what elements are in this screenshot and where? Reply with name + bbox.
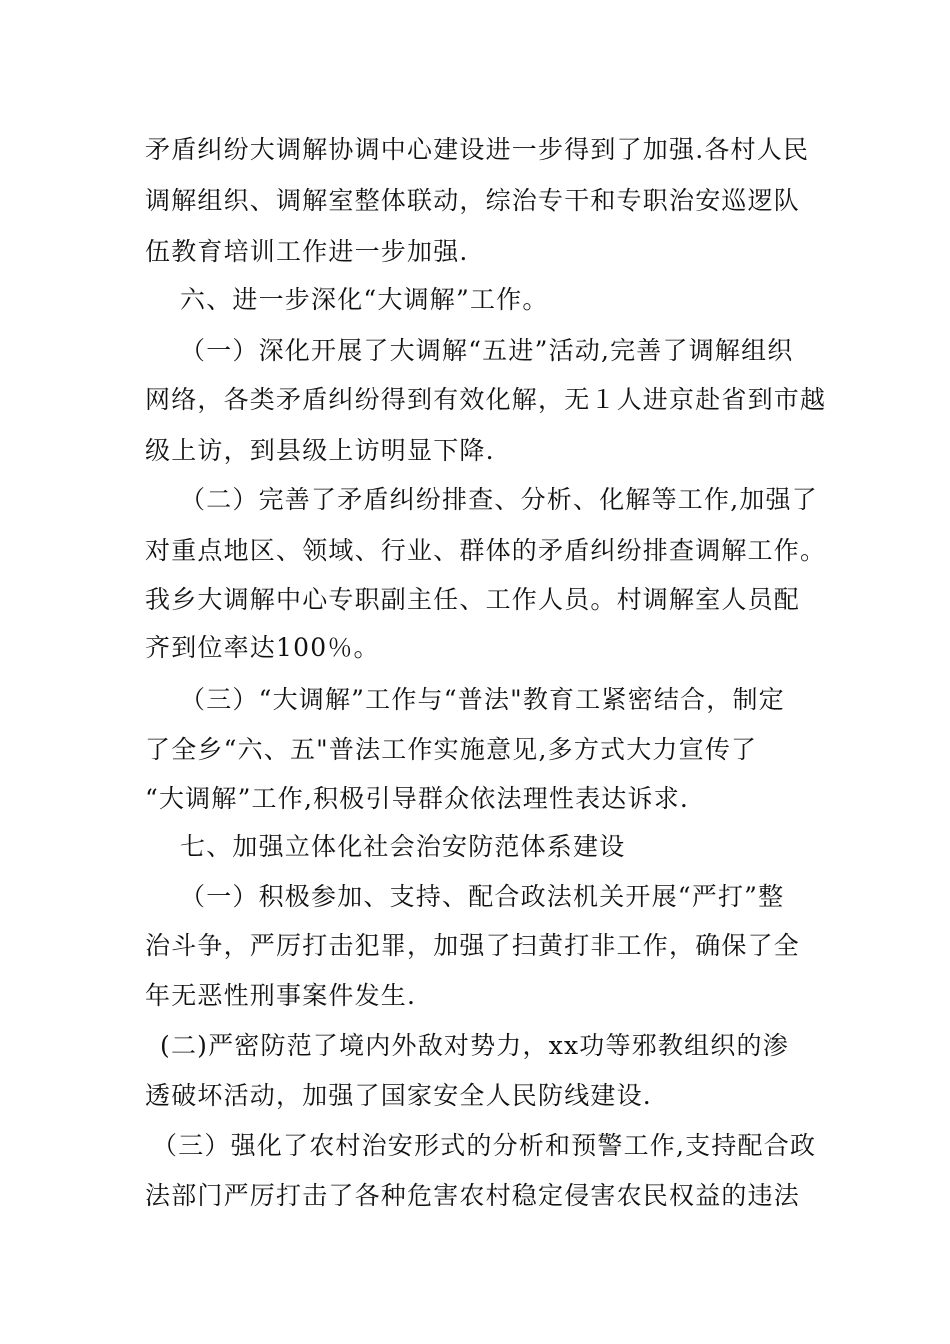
paragraph-line: (二)严密防范了境内外敌对势力，xx功等邪教组织的渗	[160, 1031, 789, 1060]
paragraph-line: 法部门严厉打击了各种危害农村稳定侵害农民权益的违法	[145, 1181, 801, 1210]
section-heading: 六、进一步深化“大调解”工作。	[180, 285, 549, 314]
paragraph-line: 对重点地区、领域、行业、群体的矛盾纠纷排查调解工作。	[145, 536, 827, 565]
paragraph-line: 伍教育培训工作进一步加强.	[145, 237, 469, 266]
paragraph-line: 年无恶性刑事案件发生.	[145, 981, 417, 1010]
paragraph-line: 网络，各类矛盾纠纷得到有效化解，无１人进京赴省到市越	[145, 385, 827, 414]
paragraph-line: 了全乡“六、五"普法工作实施意见,多方式大力宣传了	[145, 735, 758, 764]
paragraph-line: 透破坏活动，加强了国家安全人民防线建设.	[145, 1081, 652, 1110]
section-heading: 七、加强立体化社会治安防范体系建设	[180, 832, 626, 861]
paragraph-line: 我乡大调解中心专职副主任、工作人员。村调解室人员配	[145, 585, 801, 614]
paragraph-line: （三）强化了农村治安形式的分析和预警工作,支持配合政	[152, 1131, 817, 1160]
paragraph-line: 治斗争，严厉打击犯罪，加强了扫黄打非工作，确保了全	[145, 931, 801, 960]
paragraph-line: （一）深化开展了大调解“五进”活动,完善了调解组织	[180, 336, 794, 365]
paragraph-line: 矛盾纠纷大调解协调中心建设进一步得到了加强.各村人民	[145, 135, 810, 164]
paragraph-line: （一）积极参加、支持、配合政法机关开展“严打”整	[180, 882, 785, 911]
paragraph-line: 级上访，到县级上访明显下降.	[145, 436, 495, 465]
paragraph-line: 齐到位率达100％。	[145, 633, 380, 662]
paragraph-line: 调解组织、调解室整体联动，综治专干和专职治安巡逻队	[145, 186, 801, 215]
paragraph-line: （三）“大调解”工作与“普法"教育工紧密结合，制定	[180, 685, 785, 714]
paragraph-line: “大调解”工作,积极引导群众依法理性表达诉求.	[145, 784, 690, 813]
paragraph-line: （二）完善了矛盾纠纷排查、分析、化解等工作,加强了	[180, 485, 818, 514]
